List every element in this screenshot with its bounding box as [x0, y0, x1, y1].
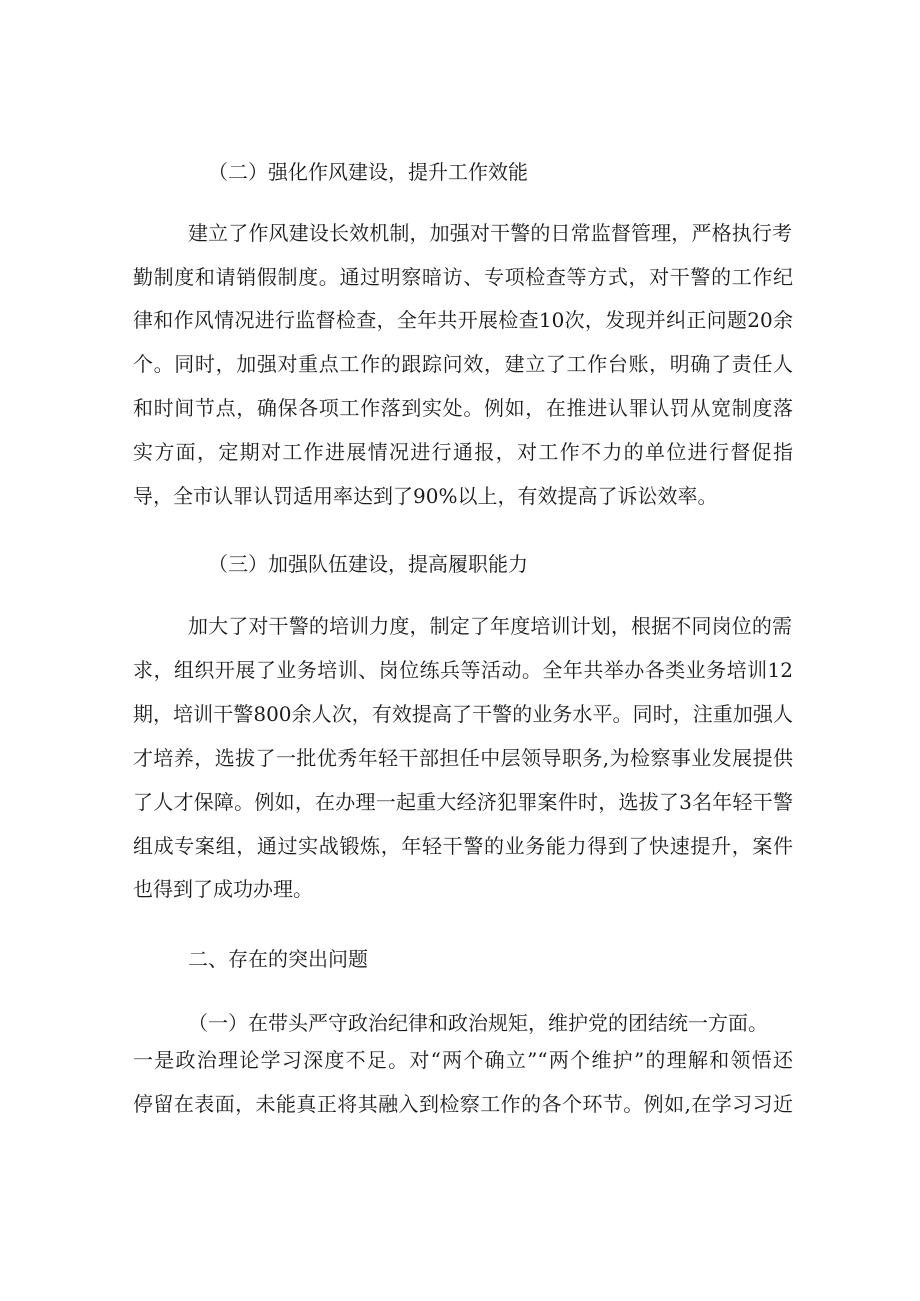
problem-1-heading: （一）在带头严守政治纪律和政治规矩，维护党的团结统一方面。 — [188, 1011, 768, 1035]
paragraph-line: 期，培训干警800余人次，有效提高了干警的业务水平。同时，注重加强人 — [133, 702, 793, 726]
paragraph-line: 律和作风情况进行监督检查，全年共开展检查10次，发现并纠正问题20余 — [133, 308, 793, 332]
paragraph-line: 和时间节点，确保各项工作落到实处。例如，在推进认罪认罚从宽制度落 — [133, 396, 793, 420]
part-2-heading: 二、存在的突出问题 — [188, 947, 368, 971]
paragraph-line: 勤制度和请销假制度。通过明察暗访、专项检查等方式，对干警的工作纪 — [133, 265, 793, 289]
paragraph-line: 导，全市认罪认罚适用率达到了90%以上，有效提高了诉讼效率。 — [133, 484, 718, 508]
section-3-heading: （三）加强队伍建设，提高履职能力 — [208, 552, 528, 576]
paragraph-line: 了人才保障。例如，在办理一起重大经济犯罪案件时，选拔了3名年轻干警 — [133, 790, 793, 814]
paragraph-line: 建立了作风建设长效机制，加强对干警的日常监督管理，严格执行考 — [188, 221, 792, 245]
paragraph-line: 也得到了成功办理。 — [133, 877, 313, 901]
paragraph-line: 加大了对干警的培训力度，制定了年度培训计划，根据不同岗位的需 — [188, 614, 792, 638]
paragraph-line: 求，组织开展了业务培训、岗位练兵等活动。全年共举办各类业务培训12 — [133, 658, 793, 682]
paragraph-line: 组成专案组，通过实战锻炼，年轻干警的业务能力得到了快速提升，案件 — [133, 834, 793, 858]
paragraph-line: 才培养，选拔了一批优秀年轻干部担任中层领导职务,为检察事业发展提供 — [133, 746, 793, 770]
paragraph-line: 一是政治理论学习深度不足。对“两个确立”“两个维护”的理解和领悟还 — [133, 1048, 793, 1072]
paragraph-line: 停留在表面，未能真正将其融入到检察工作的各个环节。例如,在学习习近 — [133, 1092, 793, 1116]
paragraph-line: 实方面，定期对工作进展情况进行通报，对工作不力的单位进行督促指 — [133, 440, 793, 464]
paragraph-line: 个。同时，加强对重点工作的跟踪问效，建立了工作台账，明确了责任人 — [133, 352, 793, 376]
section-2-heading: （二）强化作风建设，提升工作效能 — [208, 160, 528, 184]
